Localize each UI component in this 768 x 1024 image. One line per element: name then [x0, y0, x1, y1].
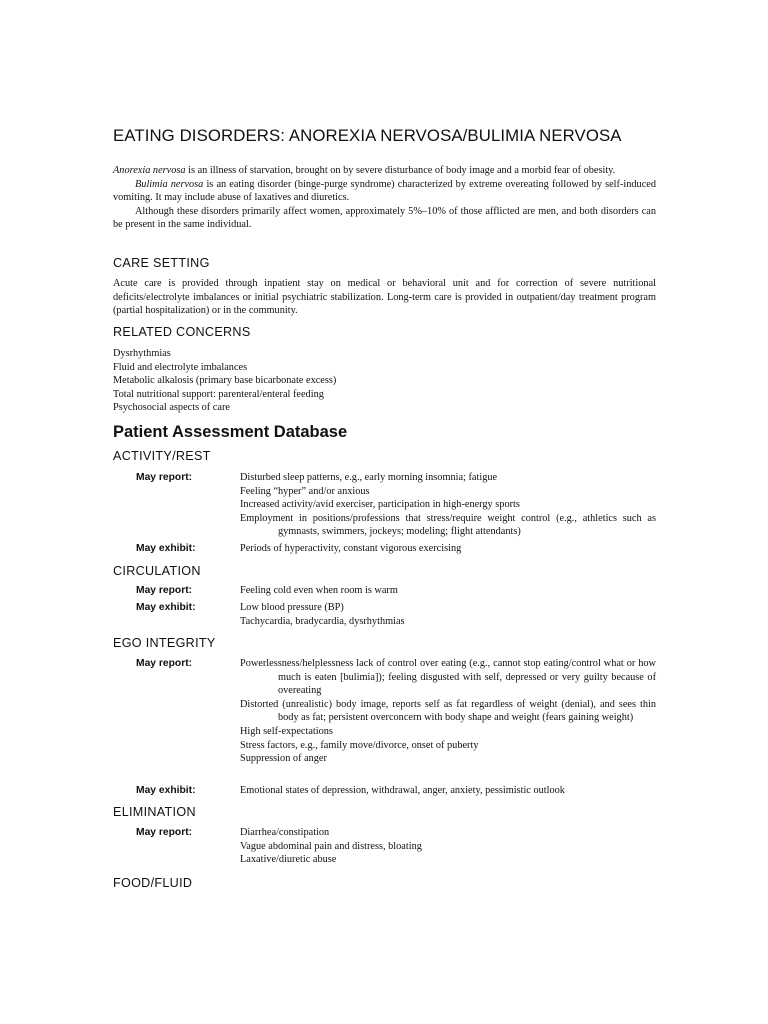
finding-item: High self-expectations	[240, 725, 333, 737]
finding-item: Disturbed sleep patterns, e.g., early morning insomnia; fatigue	[240, 472, 498, 483]
intro-anorexia-paragraph	[113, 164, 656, 178]
finding-item: Feeling cold even when room is warm	[240, 585, 398, 596]
finding-item: Employment in positions/professions that stress/require weight control (e.g., athletics such as gymnasts, swimmers, jockeys; modeling; flight attendants)	[240, 512, 656, 538]
related-concern-item: Dysrhythmias	[113, 348, 171, 359]
related-concerns-heading: RELATED CONCERNS	[113, 325, 251, 339]
finding-item: Feeling “hyper” and/or anxious	[240, 485, 370, 497]
circulation-exhibit-list	[240, 601, 656, 628]
related-concern-item: Psychosocial aspects of care	[113, 402, 230, 414]
finding-item: Diarrhea/constipation	[240, 827, 330, 838]
related-concerns-list	[113, 347, 656, 415]
ego-exhibit-list	[240, 784, 656, 798]
may-exhibit-label: May exhibit:	[136, 543, 196, 554]
finding-item: Periods of hyperactivity, constant vigorous exercising	[240, 543, 462, 554]
activity-exhibit-list	[240, 542, 656, 556]
database-title: Patient Assessment Database	[113, 423, 348, 441]
bulimia-definition: is an eating disorder (binge-purge syndrome) characterized by extreme overeating followed by self-induced vomiting. It may include abuse of laxatives and diuretics.	[113, 178, 656, 204]
may-exhibit-label: May exhibit:	[136, 602, 196, 613]
finding-item: Vague abdominal pain and distress, bloating	[240, 840, 422, 852]
elimination-report-list	[240, 826, 656, 867]
bulimia-term: Bulimia nervosa	[135, 178, 204, 190]
care-setting-heading: CARE SETTING	[113, 256, 210, 270]
finding-item: Tachycardia, bradycardia, dysrhythmias	[240, 615, 405, 627]
finding-item: Suppression of anger	[240, 753, 327, 765]
ego-integrity-heading: EGO INTEGRITY	[113, 636, 216, 650]
finding-item: Laxative/diuretic abuse	[240, 854, 337, 866]
activity-rest-heading: ACTIVITY/REST	[113, 449, 211, 463]
may-report-label: May report:	[136, 658, 193, 669]
food-fluid-heading: FOOD/FLUID	[113, 876, 193, 890]
related-concern-item: Metabolic alkalosis (primary base bicarbonate excess)	[113, 375, 337, 387]
finding-item: Emotional states of depression, withdrawal, anger, anxiety, pessimistic outlook	[240, 785, 565, 796]
elimination-heading: ELIMINATION	[113, 805, 196, 819]
intro-section	[113, 164, 656, 232]
related-concern-item: Total nutritional support: parenteral/enteral feeding	[113, 388, 324, 400]
finding-item: Low blood pressure (BP)	[240, 602, 344, 613]
anorexia-term: Anorexia nervosa	[113, 165, 186, 176]
ego-report-list	[240, 657, 656, 766]
circulation-report-list	[240, 584, 656, 598]
finding-item: Powerlessness/helplessness lack of control over eating (e.g., cannot stop eating/control what or how much is eaten [bulimia]); feeling disgusted with self, depressed or very guilty because of overeating	[240, 658, 656, 697]
intro-prevalence-paragraph: Although these disorders primarily affect women, approximately 5%–10% of those afflicted are men, and both disorders can be present in the same individual.	[113, 205, 656, 231]
intro-bulimia-paragraph	[113, 178, 656, 205]
may-report-label: May report:	[136, 472, 193, 483]
finding-item: Stress factors, e.g., family move/divorce, onset of puberty	[240, 739, 479, 751]
may-report-label: May report:	[136, 827, 193, 838]
care-setting-text: Acute care is provided through inpatient stay on medical or behavioral unit and for correction of severe nutritional deficits/electrolyte imbalances or initial psychiatric stabilization. Long-term care is provided in outpatient/day treatment program (partial hospitalization) or in the community.	[113, 278, 656, 317]
activity-report-list	[240, 471, 656, 539]
document-title: EATING DISORDERS: ANOREXIA NERVOSA/BULIMIA NERVOSA	[113, 126, 622, 145]
anorexia-definition: is an illness of starvation, brought on by severe disturbance of body image and a morbid fear of obesity.	[185, 165, 616, 176]
finding-item: Distorted (unrealistic) body image, reports self as fat regardless of weight (denial), and sees thin body as fat; persistent overconcern with body shape and weight (fears gaining weight)	[240, 698, 656, 724]
related-concern-item: Fluid and electrolyte imbalances	[113, 361, 248, 373]
may-report-label: May report:	[136, 585, 193, 596]
finding-item: Increased activity/avid exerciser, participation in high-energy sports	[240, 499, 520, 511]
circulation-heading: CIRCULATION	[113, 564, 201, 578]
may-exhibit-label: May exhibit:	[136, 785, 196, 796]
